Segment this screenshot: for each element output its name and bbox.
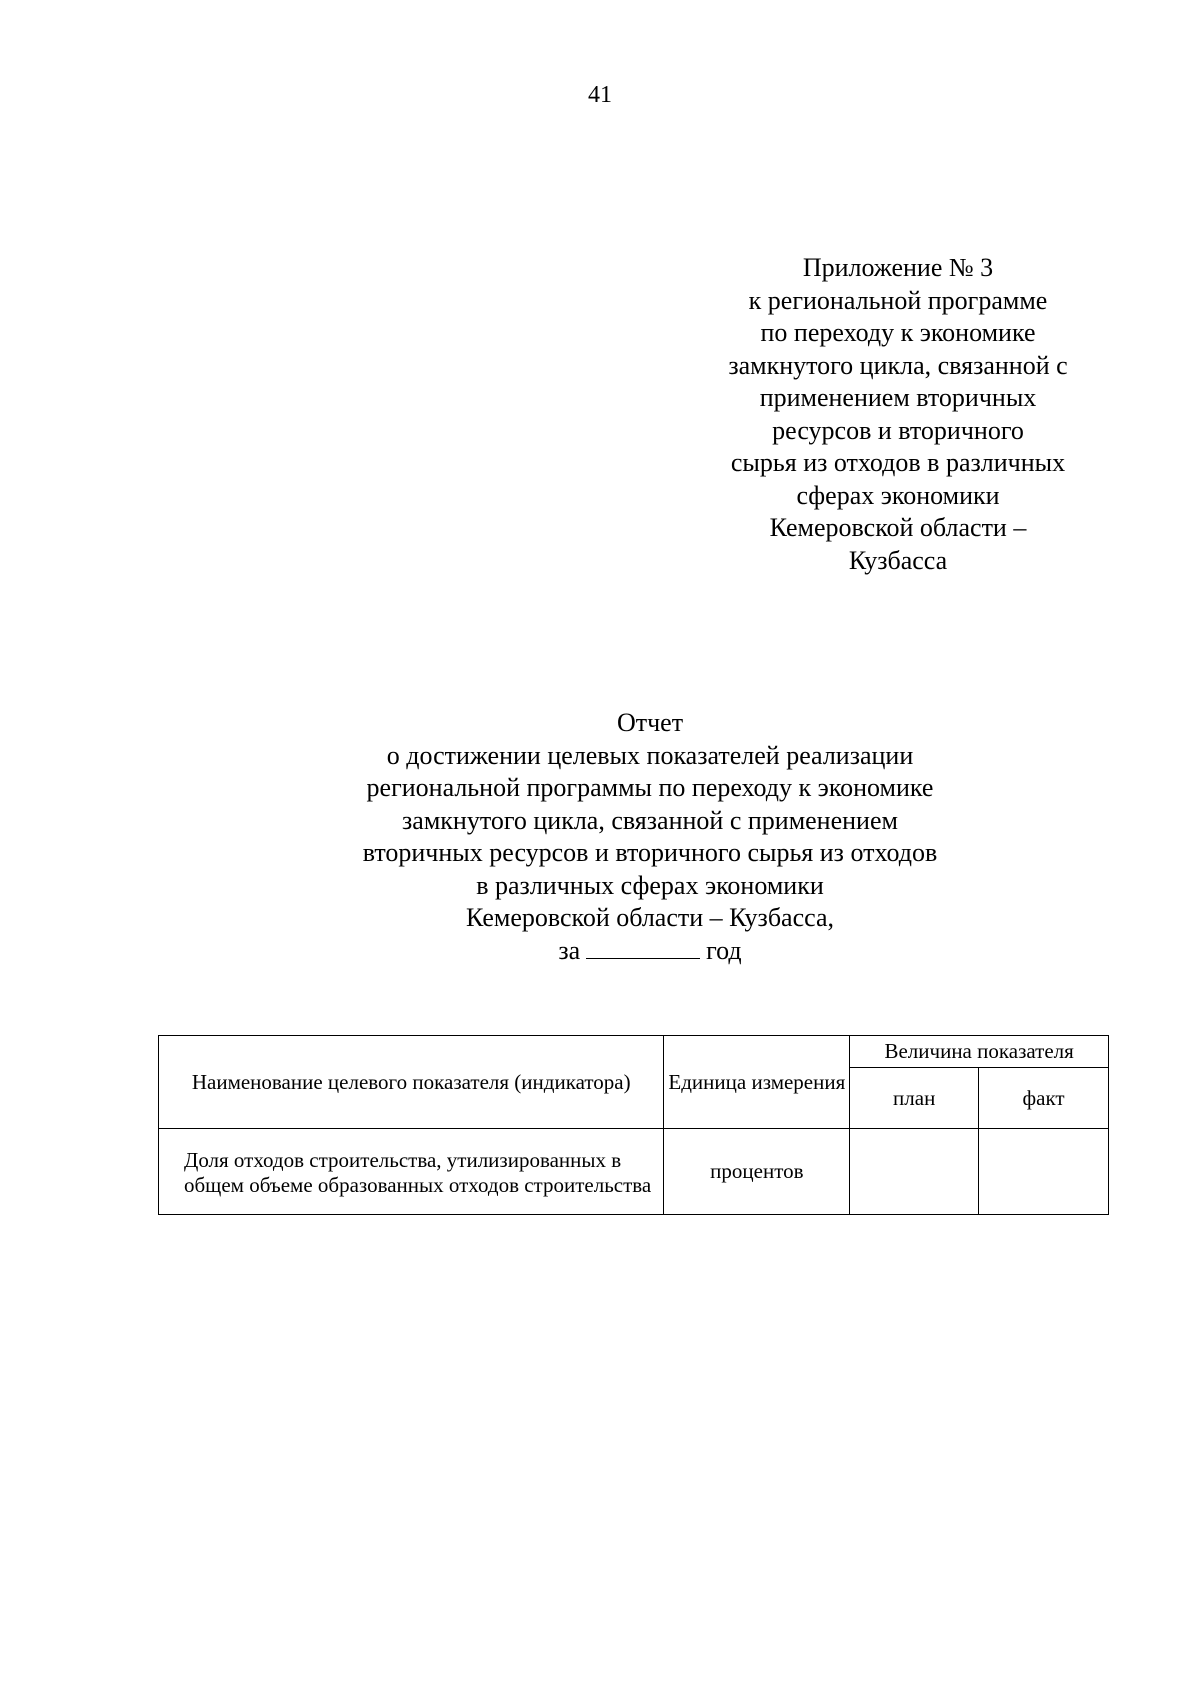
appendix-line: ресурсов и вторичного (772, 415, 1024, 445)
header-fact: факт (979, 1068, 1109, 1129)
appendix-line: Кузбасса (848, 545, 948, 575)
report-title-line: Кемеровской области – Кузбасса, (465, 903, 835, 932)
header-indicator-name: Наименование целевого показателя (индикатора) (159, 1036, 664, 1129)
report-title-line: Отчет (616, 708, 684, 737)
header-unit: Единица измерения (664, 1036, 850, 1129)
appendix-line: Приложение № 3 (802, 253, 994, 282)
period-suffix: год (706, 935, 742, 965)
appendix-line: сферах экономики (796, 480, 1000, 510)
header-plan: план (850, 1068, 979, 1129)
page-number: 41 (588, 82, 612, 108)
indicator-name-cell: Доля отходов строительства, утилизированных в общем объеме образованных отходов строительства (159, 1129, 664, 1215)
indicator-plan-cell[interactable] (850, 1129, 979, 1215)
header-value-group: Величина показателя (850, 1036, 1109, 1068)
report-title (250, 707, 1050, 967)
indicator-unit-cell: процентов (664, 1129, 850, 1215)
report-period-line (250, 935, 1050, 968)
appendix-line: сырья из отходов в различных (730, 448, 1066, 477)
appendix-line: Кемеровской области – (769, 513, 1027, 542)
period-prefix: за (558, 935, 581, 965)
indicator-fact-cell[interactable] (979, 1129, 1109, 1215)
report-title-line: о достижении целевых показателей реализации (386, 740, 914, 770)
appendix-line: применением вторичных (759, 383, 1037, 412)
report-title-line: вторичных ресурсов и вторичного сырья из отходов (362, 838, 938, 867)
report-title-line: в различных сферах экономики (476, 870, 824, 900)
table-row (159, 1129, 1109, 1215)
report-title-line: замкнутого цикла, связанной с применением (402, 805, 898, 835)
table-header-row (159, 1036, 1109, 1068)
report-title-line: региональной программы по переходу к экономике (366, 773, 934, 802)
indicators-table (158, 1035, 1109, 1215)
appendix-header (688, 252, 1108, 577)
year-blank-field[interactable] (586, 936, 700, 959)
appendix-line: замкнутого цикла, связанной с (728, 350, 1068, 380)
appendix-line: к региональной программе (748, 285, 1048, 315)
appendix-line: по переходу к экономике (760, 318, 1036, 347)
